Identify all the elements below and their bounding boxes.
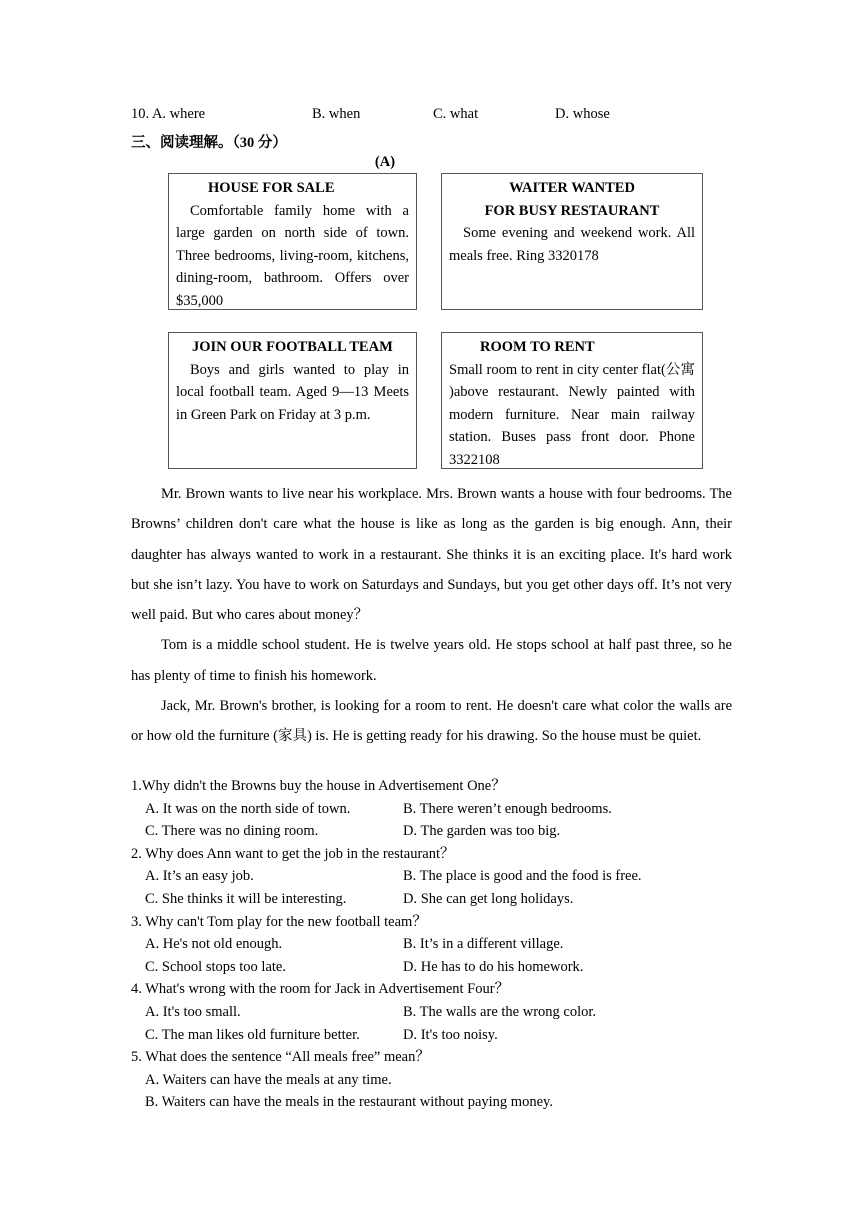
- option-b: B. The place is good and the food is free.: [403, 868, 642, 885]
- option-a: A. It’s an easy job.: [145, 868, 254, 885]
- ad-body: Small room to rent in city center flat(公寓 )above restaurant. Newly painted with modern furniture. Near main railway station. Buses pass front door. Phone 3322108: [449, 361, 695, 468]
- option-c: C. what: [433, 106, 479, 122]
- ad-title: ROOM TO RENT: [480, 339, 595, 355]
- passage-paragraph: Jack, Mr. Brown's brother, is looking for a room to rent. He doesn't care what color the walls are or how old the furniture (家具) is. He is getting ready for his drawing. So the house must be quiet.: [131, 698, 732, 745]
- option-b: B. There weren’t enough bedrooms.: [403, 800, 612, 817]
- option-a: A. He's not old enough.: [145, 936, 283, 953]
- section-heading: 三、阅读理解。（30 分）: [131, 135, 287, 151]
- option-d: D. It's too noisy.: [403, 1026, 498, 1043]
- ad-title: JOIN OUR FOOTBALL TEAM: [192, 339, 393, 355]
- option-c: C. She thinks it will be interesting.: [145, 890, 347, 907]
- ad-body: Some evening and weekend work. All meals free. Ring 3320178: [449, 225, 695, 264]
- question-10-options: [131, 106, 731, 126]
- question-stem: 3. Why can't Tom play for the new football team？: [131, 913, 427, 930]
- ad-body: Boys and girls wanted to play in local football team. Aged 9—13 Meets in Green Park on Friday at 3 p.m.: [176, 361, 409, 423]
- question-stem: 1.Why didn't the Browns buy the house in Advertisement One？: [131, 778, 506, 794]
- option-d: D. The garden was too big.: [403, 823, 561, 840]
- ad-title: WAITER WANTED: [509, 180, 635, 196]
- ad-body: Comfortable family home with a large garden on north side of town. Three bedrooms, living-room, kitchens, dining-room, bathroom. Offers over $35,000: [176, 202, 409, 309]
- part-label: (A): [374, 154, 396, 170]
- option-b: B. when: [312, 106, 361, 122]
- option-c: C. School stops too late.: [145, 958, 286, 975]
- ad-subtitle: FOR BUSY RESTAURANT: [484, 202, 660, 219]
- question-stem: 2. Why does Ann want to get the job in the restaurant？: [131, 845, 455, 862]
- option-c: C. There was no dining room.: [145, 823, 319, 840]
- option-a: 10. A. where: [131, 106, 206, 122]
- option-d: D. She can get long holidays.: [403, 890, 574, 907]
- option-b: B. Waiters can have the meals in the restaurant without paying money.: [145, 1094, 553, 1111]
- question-list: [131, 775, 732, 1114]
- question-stem: 5. What does the sentence “All meals free” mean？: [131, 1049, 430, 1066]
- option-d: D. whose: [555, 106, 610, 122]
- advertisement-waiter-wanted: [441, 173, 703, 310]
- option-b: B. The walls are the wrong color.: [403, 1003, 597, 1020]
- option-c: C. The man likes old furniture better.: [145, 1026, 360, 1043]
- question-stem: 4. What's wrong with the room for Jack in Advertisement Four？: [131, 981, 510, 998]
- advertisement-house-for-sale: [168, 173, 417, 310]
- advertisement-room-to-rent: [441, 332, 703, 469]
- passage-paragraph: Mr. Brown wants to live near his workplace. Mrs. Brown wants a house with four bedrooms. The Browns’ children don't care what the house is like as long as the garden is big enough. Ann, their daughter has always wanted to work in a restaurant. She thinks it is an exciting place. It's hard work but she isn’t lazy. You have to work on Saturdays and Sundays, but you get other days off. It’s not very well paid. But who cares about money？: [131, 486, 732, 624]
- advertisement-football-team: [168, 332, 417, 469]
- passage-paragraph: Tom is a middle school student. He is twelve years old. He stops school at half past three, so he has plenty of time to finish his homework.: [131, 637, 732, 684]
- reading-passage: [131, 479, 732, 752]
- option-a: A. It was on the north side of town.: [145, 800, 351, 817]
- option-b: B. It’s in a different village.: [403, 936, 564, 953]
- option-d: D. He has to do his homework.: [403, 958, 584, 975]
- ad-title: HOUSE FOR SALE: [208, 180, 335, 196]
- option-a: A. It's too small.: [145, 1003, 241, 1020]
- option-a: A. Waiters can have the meals at any time.: [145, 1071, 392, 1088]
